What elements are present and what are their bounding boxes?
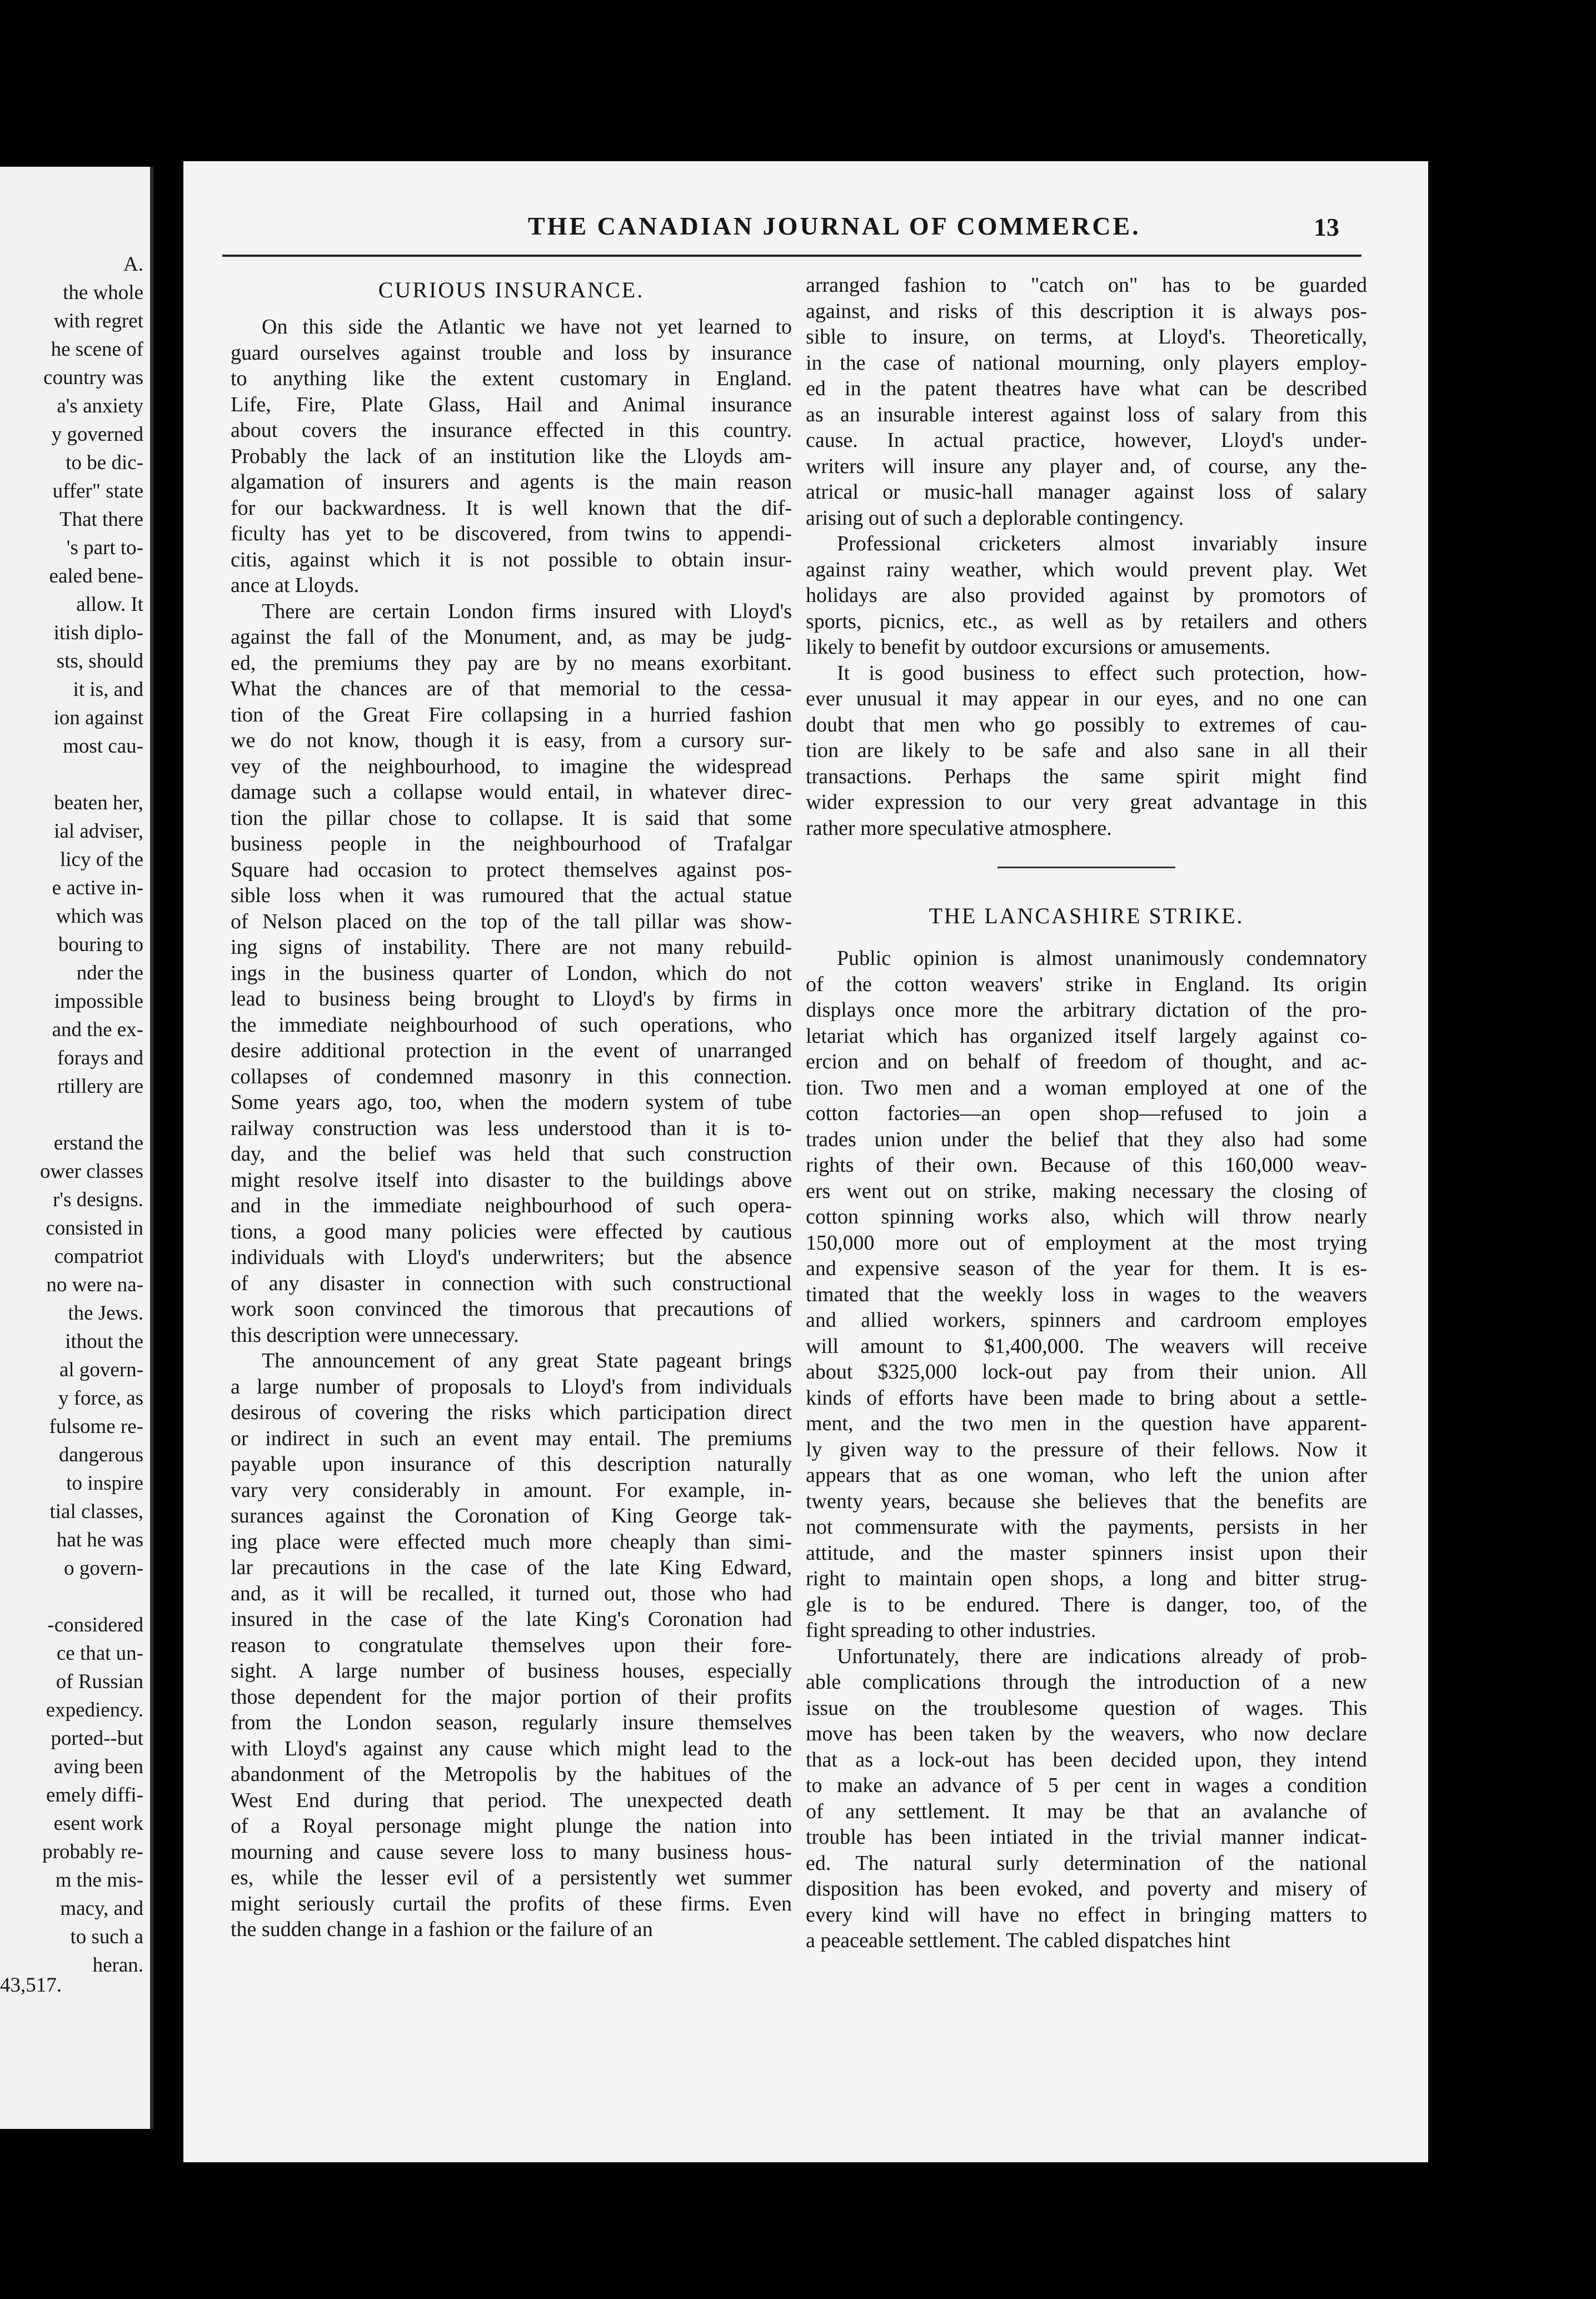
fragment-line: o govern- xyxy=(64,1557,143,1580)
fragment-line: to such a xyxy=(70,1925,143,1948)
text-line: of a Royal personage might plunge the nation into xyxy=(231,1814,792,1838)
text-line: ing place were effected much more cheaply than simi- xyxy=(231,1530,792,1554)
text-line: twenty years, because she believes that the benefits are xyxy=(806,1489,1367,1513)
text-line: about covers the insurance effected in this country. xyxy=(231,419,792,442)
text-line: trouble has been intiated in the trivial manner indicat- xyxy=(806,1825,1367,1849)
text-line: citis, against which it is not possible to obtain insur- xyxy=(231,548,792,571)
text-line: from the London season, regularly insure themselves xyxy=(231,1711,792,1734)
column-left xyxy=(231,272,792,1943)
text-line: right to maintain open shops, a long and bitter strug- xyxy=(806,1567,1367,1590)
text-line: doubt that men who go possibly to extremes of cau- xyxy=(806,713,1367,737)
text-line: holidays are also provided against by promotors of xyxy=(806,584,1367,607)
text-line: abandonment of the Metropolis by the habitues of the xyxy=(231,1763,792,1786)
text-line: mourning and cause severe loss to many business hous- xyxy=(231,1840,792,1864)
text-line: The announcement of any great State pageant brings xyxy=(262,1349,792,1372)
fragment-line: impossible xyxy=(54,990,143,1013)
fragment-line: heran. xyxy=(92,1954,143,1977)
fragment-line: macy, and xyxy=(60,1897,143,1920)
text-line: damage such a collapse would entail, in whatever direc- xyxy=(231,780,792,804)
fragment-line: ion against xyxy=(53,706,143,729)
text-line: able complications through the introduction of a new xyxy=(806,1670,1367,1694)
adjacent-page-text xyxy=(0,250,143,1979)
fragment-line: A. xyxy=(123,253,143,276)
text-line: Public opinion is almost unanimously condemnatory xyxy=(837,947,1367,970)
text-line: payable upon insurance of this description naturally xyxy=(231,1452,792,1476)
text-line: collapses of condemned masonry in this connection. xyxy=(231,1064,792,1088)
text-line: might seriously curtail the profits of these firms. Even xyxy=(231,1892,792,1915)
text-line: trades union under the belief that they also had some xyxy=(806,1127,1367,1151)
text-line: the immediate neighbourhood of such operations, who xyxy=(231,1013,792,1037)
text-line: ed, the premiums they pay are by no means exorbitant. xyxy=(231,651,792,675)
fragment-line: ower classes xyxy=(40,1160,143,1183)
text-line: might resolve itself into disaster to the buildings above xyxy=(231,1168,792,1192)
text-line: letariat which has organized itself largely against co- xyxy=(806,1024,1367,1048)
article-body-2 xyxy=(806,946,1367,1954)
fragment-line: most cau- xyxy=(63,735,143,758)
fragment-line xyxy=(0,1101,143,1129)
text-line: ance at Lloyds. xyxy=(231,574,360,597)
fragment-line: hat he was xyxy=(56,1529,143,1551)
text-line: or indirect in such an event may entail. The premiums xyxy=(231,1426,792,1450)
fragment-line: consisted in xyxy=(46,1217,143,1240)
article-title-2: THE LANCASHIRE STRIKE. xyxy=(929,903,1244,928)
fragment-line: aving been xyxy=(53,1755,143,1778)
fragment-line: and the ex- xyxy=(52,1018,143,1041)
fragment-line: itish diplo- xyxy=(53,621,143,644)
fragment-line: tial classes, xyxy=(49,1500,143,1523)
fragment-line: dangerous xyxy=(58,1444,143,1466)
text-line: against rainy weather, which would prevent play. Wet xyxy=(806,558,1367,581)
text-line: What the chances are of that memorial to the cessa- xyxy=(231,677,792,700)
text-line: disposition has been evoked, and poverty and misery of xyxy=(806,1877,1367,1900)
fragment-line: al govern- xyxy=(59,1358,143,1381)
fragment-line: fulsome re- xyxy=(49,1415,143,1438)
text-line: surances against the Coronation of King George tak- xyxy=(231,1504,792,1527)
text-line: ed in the patent theatres have what can be described xyxy=(806,377,1367,400)
text-line: likely to benefit by outdoor excursions or amusements. xyxy=(806,635,1270,659)
text-line: a peaceable settlement. The cabled dispatches hint xyxy=(806,1929,1231,1952)
header-rule xyxy=(222,255,1361,257)
fragment-line: with regret xyxy=(53,310,143,332)
page-header xyxy=(183,211,1428,250)
text-line: against the fall of the Monument, and, as may be judg- xyxy=(231,625,792,649)
text-line: ever unusual it may appear in our eyes, and no one can xyxy=(806,687,1367,710)
text-line: vary very considerably in amount. For example, in- xyxy=(231,1478,792,1502)
text-line: arising out of such a deplorable contingency. xyxy=(806,506,1184,530)
text-line: sight. A large number of business houses, especially xyxy=(231,1659,792,1683)
text-line: Square had occasion to protect themselves against pos- xyxy=(231,858,792,882)
fragment-line: That there xyxy=(59,508,143,531)
journal-page xyxy=(183,161,1428,2162)
fragment-line: no were na- xyxy=(46,1273,143,1296)
text-line: ly given way to the pressure of their fellows. Now it xyxy=(806,1437,1367,1461)
text-line: ment, and the two men in the question have apparent- xyxy=(806,1412,1367,1435)
fragment-line: ported--but xyxy=(51,1727,143,1750)
text-line: and allied workers, spinners and cardroom employes xyxy=(806,1308,1367,1332)
text-line: fight spreading to other industries. xyxy=(806,1619,1096,1642)
fragment-line: y force, as xyxy=(58,1387,143,1410)
text-line: the sudden change in a fashion or the failure of an xyxy=(231,1918,653,1941)
fragment-line: expediency. xyxy=(46,1699,143,1721)
fragment-line: erstand the xyxy=(53,1132,143,1155)
text-line: sports, picnics, etc., as well as by retailers and others xyxy=(806,609,1367,633)
text-line: transactions. Perhaps the same spirit might find xyxy=(806,764,1367,788)
text-line: to anything like the extent customary in England. xyxy=(231,367,792,390)
column-right xyxy=(806,272,1367,1954)
fragment-line: ce that un- xyxy=(56,1642,143,1665)
text-line: algamation of insurers and agents is the main reason xyxy=(231,470,792,494)
text-line: and, as it will be recalled, it turned out, those who had xyxy=(231,1581,792,1605)
text-line: those dependent for the major portion of their profits xyxy=(231,1685,792,1709)
fragment-line: ealed bene- xyxy=(49,565,143,588)
fragment-line: licy of the xyxy=(59,848,143,871)
fragment-line: he scene of xyxy=(51,338,143,361)
text-line: On this side the Atlantic we have not yet learned to xyxy=(262,315,792,339)
text-line: day, and the belief was held that such construction xyxy=(231,1142,792,1166)
article-body xyxy=(231,314,792,1943)
text-line: of the cotton weavers' strike in England. Its origin xyxy=(806,972,1367,996)
text-line: and in the immediate neighbourhood of such opera- xyxy=(231,1194,792,1217)
text-line: arranged fashion to "catch on" has to be guarded xyxy=(806,273,1367,297)
text-line: tions, a good many policies were effected by cautious xyxy=(231,1220,792,1243)
running-title: THE CANADIAN JOURNAL OF COMMERCE. xyxy=(528,212,1141,240)
fragment-line: m the mis- xyxy=(55,1869,143,1892)
text-line: with Lloyd's against any cause which might lead to the xyxy=(231,1736,792,1760)
fragment-line: compatriot xyxy=(54,1245,143,1268)
text-line: es, while the lesser evil of a persistently wet summer xyxy=(231,1866,792,1889)
text-line: Unfortunately, there are indications already of prob- xyxy=(837,1644,1367,1668)
text-line: cause. In actual practice, however, Lloyd's under- xyxy=(806,429,1367,452)
fragment-line: -considered xyxy=(47,1614,143,1636)
fragment-line: emely diffi- xyxy=(46,1784,143,1807)
text-line: Probably the lack of an institution like the Lloyds am- xyxy=(231,444,792,468)
fragment-line: the whole xyxy=(63,281,143,304)
fragment-line: beaten her, xyxy=(54,792,143,814)
text-line: sible loss when it was rumoured that the actual statue xyxy=(231,884,792,907)
text-line: tion the pillar chose to collapse. It is said that some xyxy=(231,806,792,830)
fragment-line: to inspire xyxy=(66,1472,143,1495)
fragment-line: uffer" state xyxy=(52,480,143,502)
text-line: gle is to be endured. There is danger, too, of the xyxy=(806,1593,1367,1616)
fragment-line: probably re- xyxy=(42,1840,143,1863)
fragment-line: the Jews. xyxy=(68,1302,143,1325)
text-line: we do not know, though it is easy, from a cursory sur- xyxy=(231,729,792,752)
text-line: sible to insure, on terms, at Lloyd's. Theoretically, xyxy=(806,325,1367,349)
text-line: tion are likely to be safe and also sane in all their xyxy=(806,739,1367,762)
fragment-line: it is, and xyxy=(73,678,143,701)
text-line: against, and risks of this description it is always pos- xyxy=(806,299,1367,323)
fragment-line xyxy=(0,1583,143,1611)
text-line: lead to business being brought to Lloyd's by firms in xyxy=(231,987,792,1011)
text-line: issue on the troublesome question of wages. This xyxy=(806,1696,1367,1720)
text-line: atrical or music-hall manager against loss of salary xyxy=(806,480,1367,504)
text-line: 150,000 more out of employment at the most trying xyxy=(806,1231,1367,1255)
text-line: will amount to $1,400,000. The weavers will receive xyxy=(806,1334,1367,1358)
fragment-line: e active in- xyxy=(52,877,143,899)
fragment-line: allow. It xyxy=(76,593,143,616)
fragment-line: to be dic- xyxy=(66,451,143,474)
fragment-line xyxy=(0,760,143,789)
article-continuation xyxy=(806,272,1367,841)
fragment-line: ithout the xyxy=(65,1330,143,1353)
adjacent-page-footer: 43,517. xyxy=(0,1974,62,1997)
text-line: business people in the neighbourhood of Trafalgar xyxy=(231,832,792,855)
text-line: ings in the business quarter of London, which do not xyxy=(231,961,792,985)
fragment-line: of Russian xyxy=(56,1670,143,1693)
text-line: work soon convinced the timorous that precautions of xyxy=(231,1297,792,1321)
text-line: writers will insure any player and, of course, any the- xyxy=(806,454,1367,478)
text-line: ercion and on behalf of freedom of thought, and ac- xyxy=(806,1050,1367,1073)
fragment-line: forays and xyxy=(57,1047,143,1069)
fragment-line: country was xyxy=(43,366,143,389)
text-line: this description were unnecessary. xyxy=(231,1323,519,1347)
text-line: ing signs of instability. There are not many rebuild- xyxy=(231,935,792,959)
text-line: Life, Fire, Plate Glass, Hail and Animal insurance xyxy=(231,392,792,416)
fragment-line: nder the xyxy=(76,962,143,984)
text-line: tion of the Great Fire collapsing in a hurried fashion xyxy=(231,703,792,726)
text-line: attitude, and the master spinners insist upon their xyxy=(806,1541,1367,1565)
text-line: reason to congratulate themselves upon their fore- xyxy=(231,1633,792,1657)
text-line: timated that the weekly loss in wages to the weavers xyxy=(806,1282,1367,1306)
text-line: rights of their own. Because of this 160,000 weav- xyxy=(806,1153,1367,1177)
text-line: to make an advance of 5 per cent in wages a condition xyxy=(806,1774,1367,1797)
text-line: move has been taken by the weavers, who now declare xyxy=(806,1722,1367,1745)
fragment-line: ial adviser, xyxy=(54,820,143,843)
text-line: desire additional protection in the event of unarranged xyxy=(231,1039,792,1062)
text-line: wider expression to our very great advantage in this xyxy=(806,790,1367,814)
text-line: ed. The natural surly determination of the national xyxy=(806,1851,1367,1875)
text-line: and expensive season of the year for them. It is es- xyxy=(806,1257,1367,1280)
text-line: not commensurate with the payments, persists in her xyxy=(806,1515,1367,1539)
text-line: for our backwardness. It is well known that the dif- xyxy=(231,496,792,520)
fragment-line: r's designs. xyxy=(53,1188,143,1211)
text-line: guard ourselves against trouble and loss by insurance xyxy=(231,341,792,365)
text-line: as an insurable interest against loss of salary from this xyxy=(806,402,1367,426)
text-line: rather more speculative atmosphere. xyxy=(806,816,1112,840)
fragment-line: rtillery are xyxy=(57,1075,143,1098)
text-line: ficulty has yet to be discovered, from twins to appendi- xyxy=(231,522,792,545)
text-line: that as a lock-out has been decided upon, they intend xyxy=(806,1748,1367,1771)
text-line: tion. Two men and a woman employed at one of the xyxy=(806,1076,1367,1099)
text-line: of Nelson placed on the top of the tall pillar was show- xyxy=(231,909,792,933)
text-line: of any settlement. It may be that an avalanche of xyxy=(806,1799,1367,1823)
text-line: ers went out on strike, making necessary the closing of xyxy=(806,1179,1367,1203)
fragment-line: esent work xyxy=(53,1812,143,1835)
text-line: lar precautions in the case of the late King Edward, xyxy=(231,1556,792,1579)
fragment-line: bouring to xyxy=(58,933,143,956)
text-line: railway construction was less understood than it is to- xyxy=(231,1116,792,1140)
text-line: West End during that period. The unexpected death xyxy=(231,1788,792,1812)
text-line: cotton spinning works also, which will throw nearly xyxy=(806,1205,1367,1228)
text-line: vey of the neighbourhood, to imagine the widespread xyxy=(231,754,792,778)
text-line: It is good business to effect such protection, how- xyxy=(837,661,1367,685)
text-line: displays once more the arbitrary dictation of the pro- xyxy=(806,998,1367,1022)
article-title: CURIOUS INSURANCE. xyxy=(378,277,645,302)
text-line: about $325,000 lock-out pay from their union. All xyxy=(806,1360,1367,1384)
fragment-line: which was xyxy=(56,905,143,928)
text-line: cotton factories—an open shop—refused to join a xyxy=(806,1102,1367,1125)
section-divider xyxy=(998,867,1175,868)
text-line: in the case of national mourning, only players employ- xyxy=(806,351,1367,375)
text-line: appears that as one woman, who left the union after xyxy=(806,1464,1367,1487)
page-number: 13 xyxy=(1314,213,1339,241)
adjacent-page-fragment xyxy=(0,167,153,2129)
text-line: insured in the case of the late King's Coronation had xyxy=(231,1608,792,1631)
fragment-line: sts, should xyxy=(56,650,143,673)
fragment-line: y governed xyxy=(51,423,143,446)
fragment-line: 's part to- xyxy=(66,536,143,559)
text-line: every kind will have no effect in bringing matters to xyxy=(806,1903,1367,1927)
fragment-line: a's anxiety xyxy=(57,395,143,417)
text-line: a large number of proposals to Lloyd's from individuals xyxy=(231,1375,792,1399)
text-line: Professional cricketers almost invariably insure xyxy=(837,532,1367,555)
text-line: desirous of covering the risks which participation direct xyxy=(231,1401,792,1424)
text-line: individuals with Lloyd's underwriters; but the absence xyxy=(231,1246,792,1269)
text-line: of any disaster in connection with such constructional xyxy=(231,1271,792,1295)
text-line: kinds of efforts have been made to bring about a settle- xyxy=(806,1386,1367,1410)
text-line: There are certain London firms insured with Lloyd's xyxy=(262,599,792,623)
text-line: Some years ago, too, when the modern system of tube xyxy=(231,1091,792,1114)
